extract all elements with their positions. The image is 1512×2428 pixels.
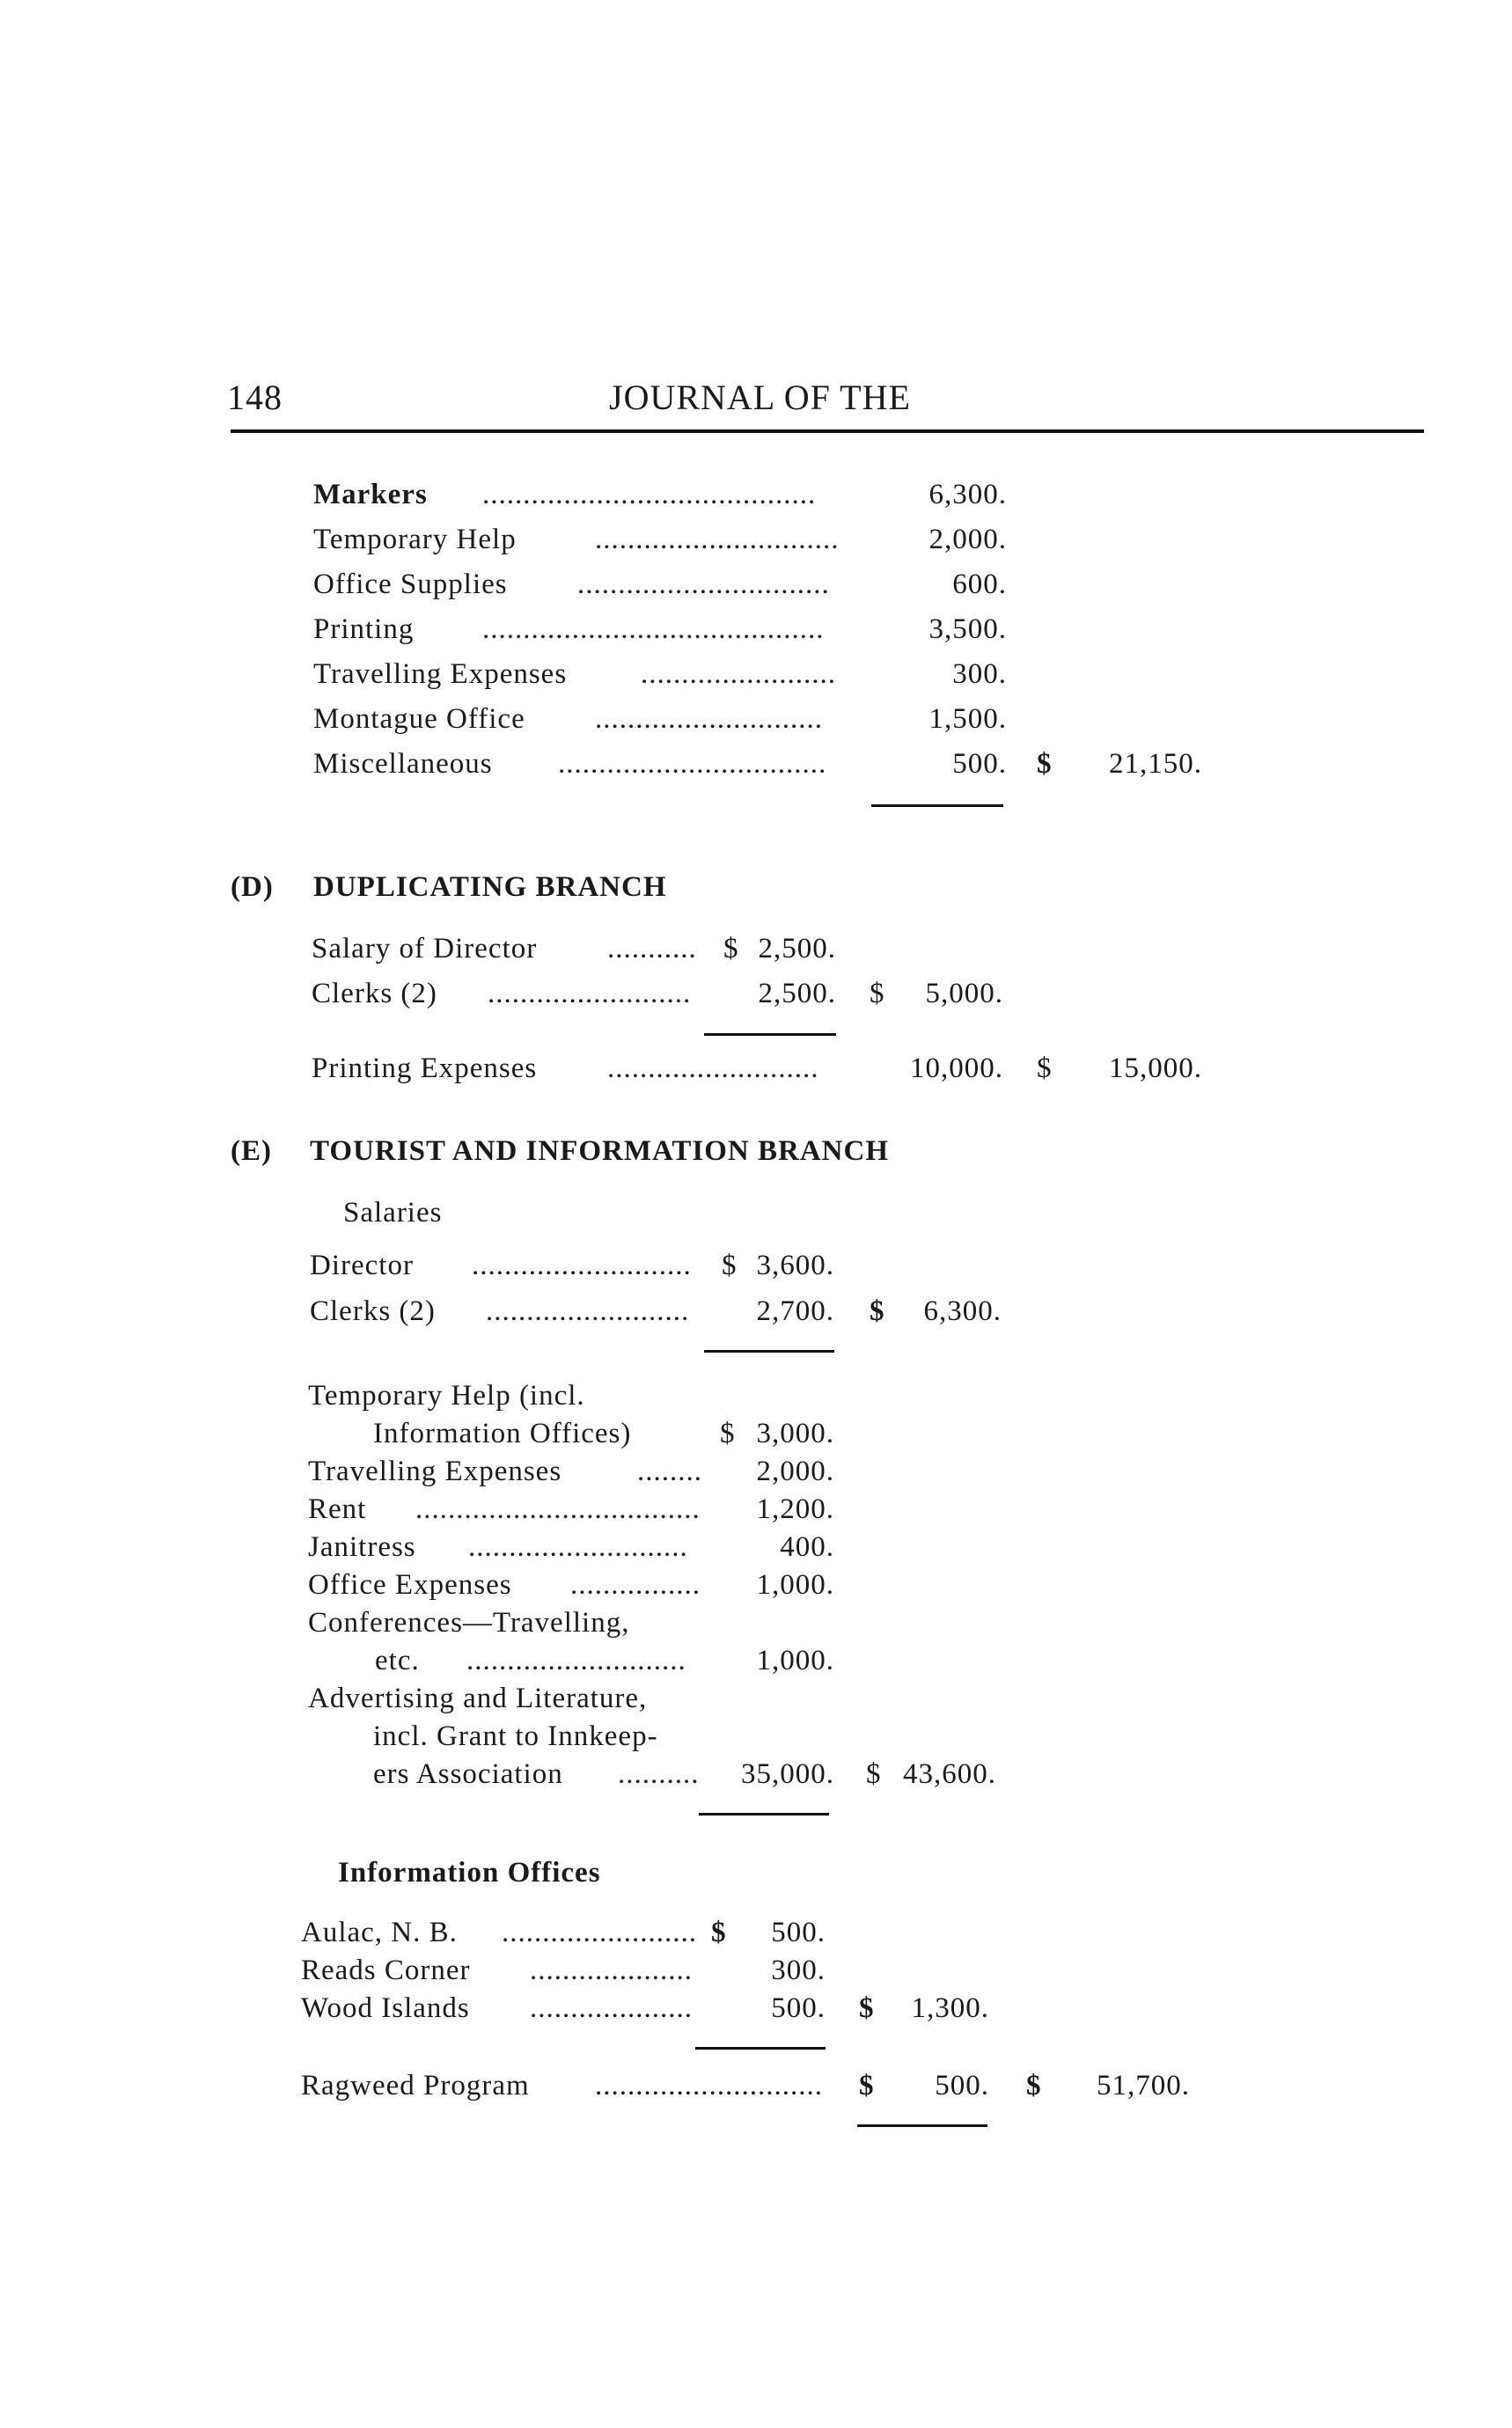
row-amount: 1,200. bbox=[756, 1493, 834, 1525]
row-amount: 300. bbox=[771, 1955, 826, 1986]
row-label: Aulac, N. B. bbox=[301, 1917, 458, 1948]
leader-dots: ............................ bbox=[595, 703, 823, 735]
leader-dots: ........................... bbox=[468, 1531, 688, 1563]
row-label: Markers bbox=[313, 479, 428, 510]
leader-dots: ........................ bbox=[502, 1917, 697, 1948]
row-amount: 35,000. bbox=[741, 1758, 834, 1790]
row-amount: 6,300. bbox=[928, 479, 1007, 510]
leader-dots: .................... bbox=[530, 1992, 693, 2024]
dollar-sign: $ bbox=[859, 2070, 875, 2102]
row-amount: 3,000. bbox=[756, 1418, 834, 1449]
page-number: 148 bbox=[227, 378, 283, 417]
subtotal-rule bbox=[704, 1350, 834, 1353]
dollar-sign: $ bbox=[1037, 748, 1053, 780]
row-label: Clerks (2) bbox=[310, 1295, 436, 1327]
leader-dots: .......................................... bbox=[482, 613, 825, 645]
dollar-sign: $ bbox=[1026, 2070, 1042, 2102]
row-amount: 2,700. bbox=[756, 1295, 834, 1327]
row-label: Janitress bbox=[308, 1531, 416, 1563]
row-amount: 500. bbox=[935, 2070, 989, 2102]
row-label: Director bbox=[310, 1250, 414, 1281]
dollar-sign: $ bbox=[870, 1295, 885, 1327]
row-amount: 2,000. bbox=[928, 524, 1007, 555]
row-label-continued: incl. Grant to Innkeep- bbox=[373, 1720, 658, 1752]
row-amount: 500. bbox=[771, 1992, 826, 2024]
section-marker: (E) bbox=[231, 1135, 272, 1167]
row-label: Salary of Director bbox=[312, 933, 538, 965]
dollar-sign: $ bbox=[870, 978, 885, 1009]
row-label: Temporary Help bbox=[313, 524, 517, 555]
row-amount: 300. bbox=[952, 658, 1007, 690]
row-label-continued: Information Offices) bbox=[373, 1418, 632, 1449]
row-amount: 1,500. bbox=[928, 703, 1007, 735]
leader-dots: ........................... bbox=[466, 1645, 686, 1676]
header-rule bbox=[231, 429, 1424, 433]
leader-dots: ................................... bbox=[415, 1493, 701, 1525]
dollar-sign: $ bbox=[711, 1917, 727, 1948]
row-amount: 3,600. bbox=[756, 1250, 834, 1281]
subtotal-rule bbox=[704, 1033, 836, 1036]
row-label: Temporary Help (incl. bbox=[308, 1380, 585, 1412]
row-label-continued: etc. bbox=[375, 1645, 420, 1676]
dollar-sign: $ bbox=[1037, 1053, 1053, 1084]
subtotal-amount: 6,300. bbox=[923, 1295, 1002, 1327]
row-label: Rent bbox=[308, 1493, 367, 1525]
row-label: Conferences—Travelling, bbox=[308, 1607, 630, 1639]
dollar-sign: $ bbox=[722, 1250, 738, 1281]
subtotal-amount: 5,000. bbox=[925, 978, 1003, 1009]
row-label-continued: ers Association bbox=[373, 1758, 563, 1790]
row-label: Wood Islands bbox=[301, 1992, 470, 2024]
leader-dots: ................ bbox=[570, 1569, 701, 1601]
leader-dots: ........................... bbox=[472, 1250, 692, 1281]
leader-dots: .............................. bbox=[595, 524, 840, 555]
row-amount: 10,000. bbox=[910, 1053, 1003, 1084]
subtotal-amount: 43,600. bbox=[903, 1758, 996, 1790]
leader-dots: .......................... bbox=[607, 1053, 819, 1084]
leader-dots: ......................................... bbox=[482, 479, 817, 510]
row-label: Montague Office bbox=[313, 703, 525, 735]
section-e-total: 51,700. bbox=[1097, 2070, 1190, 2102]
subtotal-rule bbox=[699, 1813, 829, 1815]
subheading-information-offices: Information Offices bbox=[338, 1857, 601, 1889]
row-amount: 2,000. bbox=[756, 1456, 834, 1487]
row-label: Miscellaneous bbox=[313, 748, 493, 780]
row-amount: 2,500. bbox=[758, 933, 836, 965]
dollar-sign: $ bbox=[859, 1992, 875, 2024]
row-label: Printing Expenses bbox=[312, 1053, 538, 1084]
section-heading: TOURIST AND INFORMATION BRANCH bbox=[310, 1135, 889, 1167]
subheading-salaries: Salaries bbox=[343, 1197, 443, 1229]
row-amount: 400. bbox=[780, 1531, 834, 1563]
leader-dots: ................................. bbox=[558, 748, 827, 780]
subtotal-rule bbox=[695, 2047, 826, 2050]
leader-dots: .......... bbox=[618, 1758, 700, 1790]
leader-dots: ............................ bbox=[595, 2070, 823, 2102]
dollar-sign: $ bbox=[866, 1758, 882, 1790]
row-label: Advertising and Literature, bbox=[308, 1683, 648, 1714]
total-rule bbox=[857, 2124, 987, 2127]
row-amount: 500. bbox=[771, 1917, 826, 1948]
row-amount: 600. bbox=[952, 568, 1007, 600]
leader-dots: ........ bbox=[637, 1456, 702, 1487]
running-title: JOURNAL OF THE bbox=[609, 378, 911, 417]
leader-dots: ......................... bbox=[486, 1295, 690, 1327]
dollar-sign: $ bbox=[723, 933, 739, 965]
row-label: Travelling Expenses bbox=[308, 1456, 562, 1487]
row-amount: 1,000. bbox=[756, 1569, 834, 1601]
leader-dots: .................... bbox=[530, 1955, 693, 1986]
row-label: Travelling Expenses bbox=[313, 658, 568, 690]
section-d-total: 15,000. bbox=[1109, 1053, 1202, 1084]
section-heading: DUPLICATING BRANCH bbox=[313, 871, 667, 903]
row-label: Reads Corner bbox=[301, 1955, 471, 1986]
leader-dots: ......................... bbox=[488, 978, 692, 1009]
row-amount: 1,000. bbox=[756, 1645, 834, 1676]
row-label: Ragweed Program bbox=[301, 2070, 530, 2102]
row-label: Office Supplies bbox=[313, 568, 508, 600]
row-label: Office Expenses bbox=[308, 1569, 512, 1601]
row-amount: 2,500. bbox=[758, 978, 836, 1009]
subtotal-rule bbox=[871, 804, 1003, 807]
subtotal-amount: 1,300. bbox=[911, 1992, 989, 2024]
row-label: Clerks (2) bbox=[312, 978, 437, 1009]
section-marker: (D) bbox=[231, 871, 274, 903]
leader-dots: ............................... bbox=[577, 568, 830, 600]
leader-dots: ........... bbox=[607, 933, 697, 965]
leader-dots: ........................ bbox=[641, 658, 836, 690]
section-c-total: 21,150. bbox=[1109, 748, 1202, 780]
row-amount: 500. bbox=[952, 748, 1007, 780]
dollar-sign: $ bbox=[720, 1418, 736, 1449]
row-amount: 3,500. bbox=[928, 613, 1007, 645]
row-label: Printing bbox=[313, 613, 415, 645]
